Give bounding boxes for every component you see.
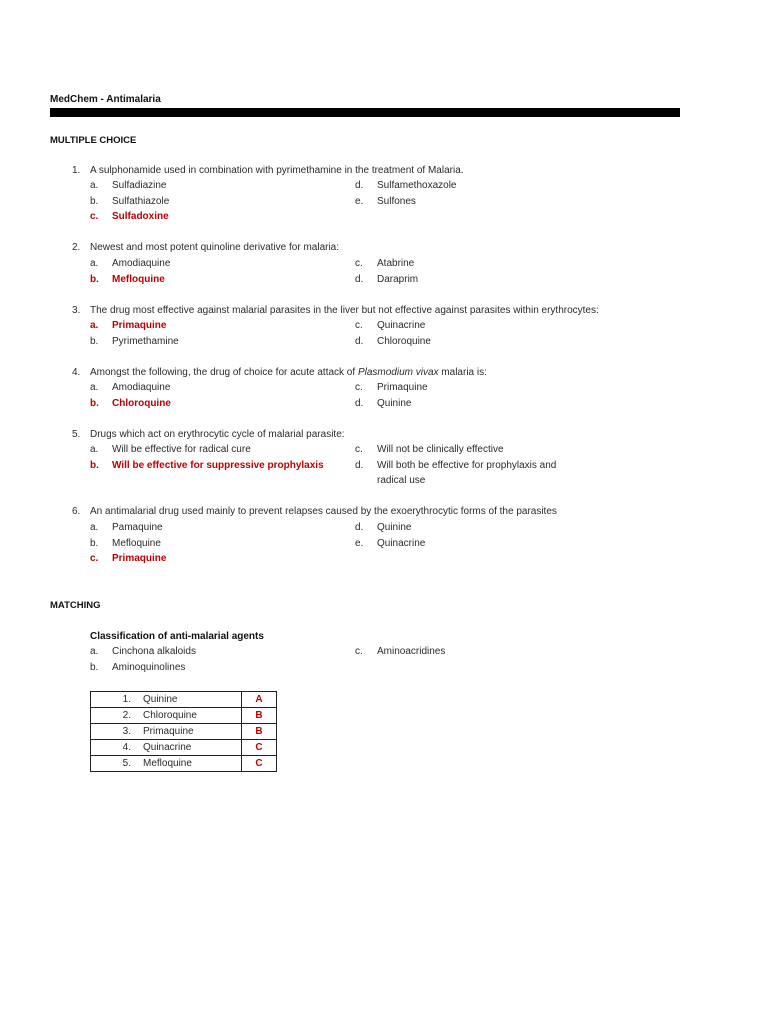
document-title: MedChem - Antimalaria	[50, 94, 161, 105]
question-text: Newest and most potent quinoline derivative for malaria:	[90, 242, 340, 253]
question-number: 5.	[72, 429, 81, 440]
class-option-c: c. Aminoacridines	[355, 646, 446, 657]
q5-option-c: c. Will not be clinically effective	[355, 444, 504, 455]
q6-option-b: b. Mefloquine	[90, 538, 161, 549]
table-row	[91, 740, 277, 756]
table-cell-drug: 4. Quinacrine	[91, 740, 242, 756]
question-3	[72, 305, 599, 316]
section-heading-multiple-choice: MULTIPLE CHOICE	[50, 135, 137, 146]
question-text: Amongst the following, the drug of choice for acute attack of	[90, 367, 358, 378]
q1-option-a: a. Sulfadiazine	[90, 180, 167, 191]
q6-option-e: e. Quinacrine	[355, 538, 426, 549]
question-number: 3.	[72, 305, 81, 316]
q1-option-e: e. Sulfones	[355, 196, 416, 207]
question-text-italic: Plasmodium vivax	[357, 367, 439, 378]
question-6	[72, 506, 557, 517]
question-4	[72, 367, 487, 378]
table-cell-drug: 1. Quinine	[91, 692, 242, 708]
question-1	[72, 165, 464, 176]
table-row	[91, 724, 277, 740]
q1-option-c-answer: c. Sulfadoxine	[90, 211, 169, 222]
class-option-b: b. Aminoquinolines	[90, 662, 186, 673]
q6-option-d: d. Quinine	[355, 522, 412, 533]
q6-option-c-answer: c. Primaquine	[90, 553, 167, 564]
table-cell-answer: B	[242, 708, 277, 724]
table-row	[91, 756, 277, 772]
table-cell-answer: B	[242, 724, 277, 740]
table-cell-answer: A	[242, 692, 277, 708]
matching-table	[90, 691, 277, 772]
section-heading-matching: MATCHING	[50, 600, 101, 611]
q1-option-b: b. Sulfathiazole	[90, 196, 170, 207]
question-text: Drugs which act on erythrocytic cycle of malarial parasite:	[90, 429, 345, 440]
q2-option-a: a. Amodiaquine	[90, 258, 171, 269]
q5-option-d-continued: radical use	[377, 475, 426, 486]
question-number: 1.	[72, 165, 81, 176]
q1-option-d: d. Sulfamethoxazole	[355, 180, 457, 191]
table-cell-drug: 2. Chloroquine	[91, 708, 242, 724]
q2-option-b-answer: b. Mefloquine	[90, 274, 165, 285]
question-2	[72, 242, 339, 253]
question-text: A sulphonamide used in combination with pyrimethamine in the treatment of Malaria.	[90, 165, 464, 176]
question-text: An antimalarial drug used mainly to prevent relapses caused by the exoerythrocytic forms of the parasites	[90, 506, 557, 517]
question-text-end: malaria is:	[438, 367, 487, 378]
q2-option-d: d. Daraprim	[355, 274, 419, 285]
q3-option-c: c. Quinacrine	[355, 320, 426, 331]
q3-option-b: b. Pyrimethamine	[90, 336, 179, 347]
q5-option-d: d. Will both be effective for prophylaxis and	[355, 460, 557, 471]
table-cell-answer: C	[242, 740, 277, 756]
question-number: 6.	[72, 506, 81, 517]
q4-option-c: c. Primaquine	[355, 382, 428, 393]
table-cell-drug: 3. Primaquine	[91, 724, 242, 740]
q5-option-a: a. Will be effective for radical cure	[90, 444, 251, 455]
q4-option-a: a. Amodiaquine	[90, 382, 171, 393]
q3-option-d: d. Chloroquine	[355, 336, 431, 347]
question-text: The drug most effective against malarial parasites in the liver but not effective against parasites within erythrocytes:	[90, 305, 599, 316]
class-option-a: a. Cinchona alkaloids	[90, 646, 196, 657]
question-number: 2.	[72, 242, 81, 253]
question-5	[72, 429, 345, 440]
table-cell-drug: 5. Mefloquine	[91, 756, 242, 772]
question-number: 4.	[72, 367, 81, 378]
q4-option-b-answer: b. Chloroquine	[90, 398, 171, 409]
q2-option-c: c. Atabrine	[355, 258, 415, 269]
q3-option-a-answer: a. Primaquine	[90, 320, 167, 331]
table-row	[91, 708, 277, 724]
title-rule	[50, 108, 680, 117]
classification-heading: Classification of anti-malarial agents	[90, 631, 264, 642]
q4-option-d: d. Quinine	[355, 398, 412, 409]
q6-option-a: a. Pamaquine	[90, 522, 163, 533]
q5-option-b-answer: b. Will be effective for suppressive prophylaxis	[90, 460, 324, 471]
table-row	[91, 692, 277, 708]
table-cell-answer: C	[242, 756, 277, 772]
